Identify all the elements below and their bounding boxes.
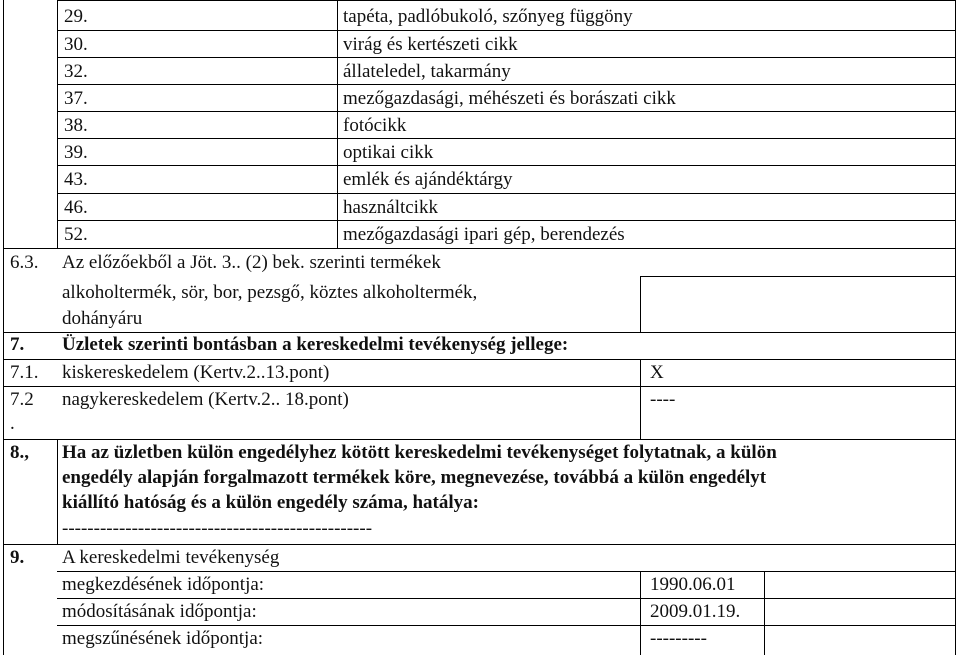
list-num: 52. [64,224,88,245]
box-63-top [640,276,956,277]
row-line [57,0,956,1]
row-line [57,625,956,626]
section-dashes: ------------------------------------------------- [62,518,373,539]
list-desc: mezőgazdasági ipari gép, berendezés [343,224,625,245]
section-text: Ha az üzletben külön engedélyhez kötött kereskedelmi tevékenységet folytatnak, a külön [62,442,777,463]
section-number: 8., [10,442,29,463]
list-num: 30. [64,34,88,55]
row-line [57,138,956,139]
list-num: 43. [64,169,88,190]
date-label: megszűnésének időpontja: [62,628,264,649]
list-desc: emlék és ajándéktárgy [343,169,513,190]
list-num: 39. [64,142,88,163]
row-line [3,386,956,387]
row-line [57,165,956,166]
section-text: alkoholtermék, sör, bor, pezsgő, köztes alkoholtermék, [62,282,478,303]
row-line [3,359,956,360]
date-value: --------- [650,628,707,649]
section-text: Az előzőekből a Jöt. 3.. (2) bek. szerinti termékek [62,252,441,273]
row-line [57,84,956,85]
row-line [3,332,956,333]
subsection-number: 7.2 [10,389,34,410]
list-desc: tapéta, padlóbukoló, szőnyeg függöny [343,6,633,27]
list-num: 38. [64,115,88,136]
list-num: 46. [64,197,88,218]
list-num: 29. [64,6,88,27]
list-desc: fotócikk [343,115,407,136]
section-text: kiállító hatóság és a külön engedély száma, hatálya: [62,492,479,513]
date-label: módosításának időpontja: [62,601,257,622]
table-border-right [955,0,956,655]
row-line [57,571,956,572]
section-number: 7. [10,334,25,355]
s9-value-col [640,571,641,655]
date-label: megkezdésének időpontja: [62,574,265,595]
list-divider-mid [337,0,338,248]
section-title: A kereskedelmi tevékenység [62,547,280,568]
row-line [3,248,956,249]
list-desc: állateledel, takarmány [343,61,511,82]
subsection-value: ---- [650,389,676,410]
list-num: 32. [64,61,88,82]
row-line [3,439,956,440]
subsection-value: X [650,362,664,383]
row-line [57,57,956,58]
list-num: 37. [64,88,88,109]
section-number: 6.3. [10,252,39,273]
section-number: 9. [10,547,25,568]
row-line [57,220,956,221]
s7-value-col [640,359,641,439]
section-text: engedély alapján forgalmazott termékek köre, megnevezése, továbbá a külön engedélyt [62,467,767,488]
subsection-number-dot: . [10,413,15,434]
subsection-number: 7.1. [10,362,39,383]
s9-value-col-right [764,571,765,655]
subsection-text: nagykereskedelem (Kertv.2.. 18.pont) [62,389,349,410]
list-desc: használtcikk [343,197,438,218]
list-desc: mezőgazdasági, méhészeti és borászati cikk [343,88,676,109]
list-divider-left [57,0,58,248]
date-value: 1990.06.01 [650,574,736,595]
row-line [57,193,956,194]
list-desc: virág és kertészeti cikk [343,34,518,55]
subsection-text: kiskereskedelem (Kertv.2..13.pont) [62,362,330,383]
date-value: 2009.01.19. [650,601,741,622]
section-title: Üzletek szerinti bontásban a kereskedelmi tevékenység jellege: [62,334,569,355]
table-border-left [3,0,4,655]
row-line [57,111,956,112]
section-text: dohányáru [62,308,143,329]
row-line [3,544,956,545]
row-line [57,598,956,599]
num-col-divider [57,439,58,544]
list-desc: optikai cikk [343,142,434,163]
box-63-left [640,276,641,332]
row-line [57,30,956,31]
